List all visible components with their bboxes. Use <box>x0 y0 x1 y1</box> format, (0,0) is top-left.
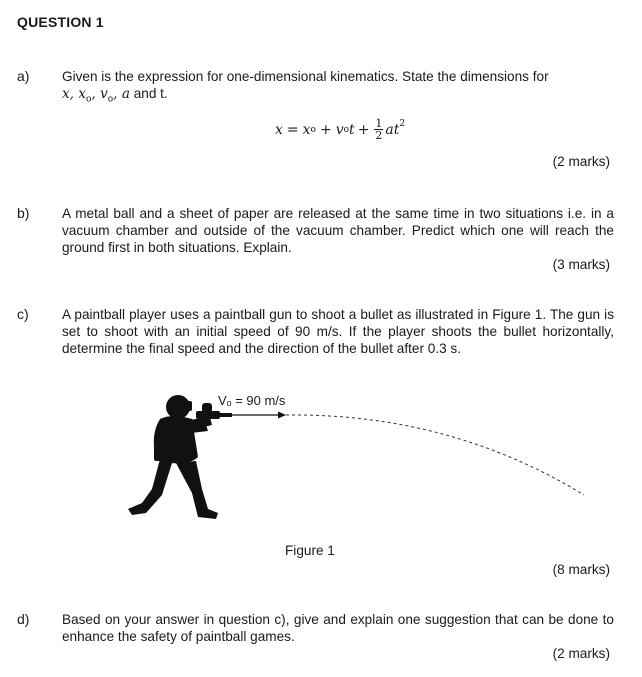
part-a-line1: Given is the expression for one-dimensional kinematics. State the dimensions for <box>62 69 549 84</box>
part-d-label: d) <box>17 611 30 627</box>
part-c-marks: (8 marks) <box>552 562 610 577</box>
part-a-and-text: and t. <box>133 86 168 101</box>
part-c-text: A paintball player uses a paintball gun to shoot a bullet as illustrated in Figure 1. The gun is set to shoot with an initial speed of 90 m/s. If the player shoots the bullet horizontally, determine the final speed and the direction of the bullet after 0.3 s. <box>62 307 614 356</box>
part-b-text: A metal ball and a sheet of paper are released at the same time in two situations i.e. in a vacuum chamber and outside of the vacuum chamber. Predict which one will reach the ground first in both situations. Explain. <box>62 206 614 255</box>
kinematics-equation: x = x o + v o t + $\frac{1}{2}$ at $^2$ <box>275 117 406 142</box>
arrow-head-icon <box>278 412 286 419</box>
part-a-text <box>62 68 614 109</box>
part-d-marks: (2 marks) <box>552 646 610 661</box>
part-a-label: a) <box>17 68 30 84</box>
initial-velocity-label: Vₒ = 90 m/s <box>218 393 286 408</box>
paintball-player-icon <box>128 395 232 519</box>
part-b-label: b) <box>17 205 30 221</box>
figure-1 <box>110 385 600 535</box>
question-title: QUESTION 1 <box>17 14 104 30</box>
figure-1-caption: Figure 1 <box>285 543 335 558</box>
fraction-half: $\frac{1}{2}$ <box>375 117 383 142</box>
part-d-text: Based on your answer in question c), give and explain one suggestion that can be done to enhance the safety of paintball games. <box>62 612 614 644</box>
part-b-marks: (3 marks) <box>552 257 610 272</box>
part-a-vars: x, $x_o$, $v_o$, a <box>62 86 130 105</box>
part-a-marks: (2 marks) <box>552 154 610 169</box>
trajectory-path <box>286 415 584 495</box>
part-c-label: c) <box>17 306 29 322</box>
